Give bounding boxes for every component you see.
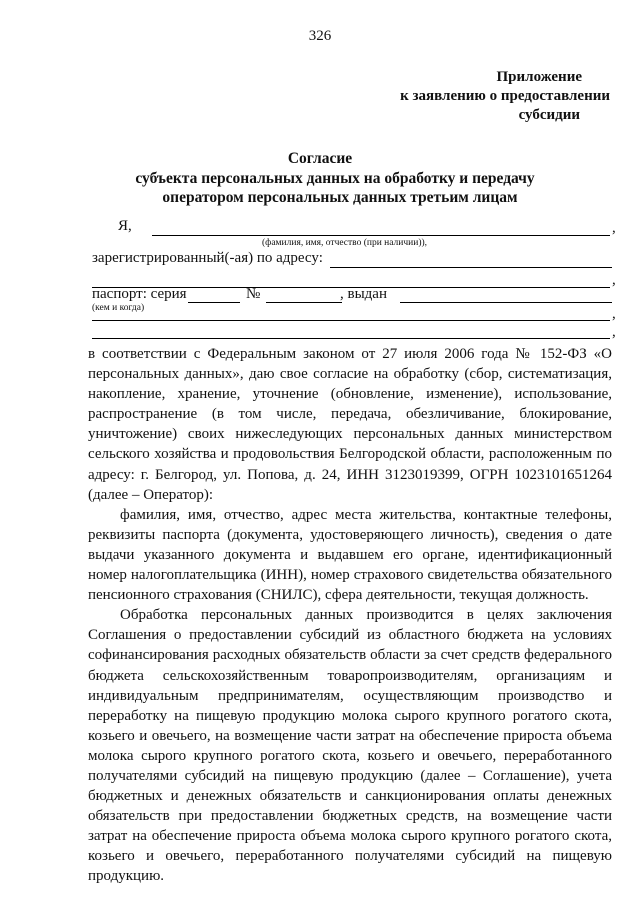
paragraph-purpose: Обработка персональных данных производится в целях заключения Соглашения о предоставлении субсидий из областного бюджета на условиях софинансирования расходных обязательств области за счет средств федерального бюджета сельскохозяйственным товаропроизводителям, организациям и индивидуальным предпринимателям, осуществляющим производство и переработку на пищевую продукцию молока сырого крупного рогатого скота, козьего и овечьего, на возмещение части затрат на обеспечение прироста объема молока сырого крупного рогатого скота, козьего и овечьего, переработанного получателями субсидий на пищевую продукцию (далее – Соглашение), учета бюджетных и денежных обязательств и санкционирования оплаты денежных обязательств при предоставлении бюджетных средств, на возмещение части затрат на обеспечение прироста объема молока сырого крупного рогатого скота, козьего и овечьего, переработанного получателями субсидий на пищевую продукцию. <box>88 607 612 885</box>
name-hint: (фамилия, имя, отчество (при наличии)), <box>262 238 428 248</box>
title-line-3: оператором персональных данных третьим лицам <box>162 189 518 206</box>
registered-label: зарегистрированный(-ая) по адресу: <box>92 250 323 266</box>
address-comma: , <box>612 272 616 288</box>
passport-issued-field[interactable] <box>400 302 612 303</box>
document-title <box>0 149 640 208</box>
passport-number-label: № <box>246 286 261 302</box>
name-comma: , <box>612 220 616 236</box>
issued-field-line-3[interactable] <box>92 338 610 339</box>
paragraph-legal-basis: в соответствии с Федеральным законом от 27 июля 2006 года № 152-ФЗ «О персональных данных», даю свое согласие на обработку (сбор, систематизация, накопление, хранение, уточнение (обновление, изменение), использование, распространение (в том числе, передача, обезличивание, блокирование, уничтожение) своих нижеследующих персональных данных министерством сельского хозяйства и продовольствия Белгородской области, расположенным по адресу: г. Белгород, ул. Попова, д. 24, ИНН 3123019399, ОГРН 1023101651264 (далее – Оператор): <box>88 346 612 503</box>
appendix-header <box>400 68 610 125</box>
issued-comma-1: , <box>612 306 616 322</box>
name-field-line[interactable] <box>152 235 610 236</box>
appendix-line-1: Приложение <box>496 69 582 85</box>
passport-issued-label: , выдан <box>340 286 387 302</box>
passport-series-label: паспорт: серия <box>92 286 187 302</box>
appendix-line-2: к заявлению о предоставлении <box>400 88 610 104</box>
passport-series-field[interactable] <box>188 302 240 303</box>
issued-comma-2: , <box>612 324 616 340</box>
page-number: 326 <box>308 28 332 44</box>
consent-body <box>88 344 612 887</box>
issued-field-line-2[interactable] <box>92 320 610 321</box>
title-line-2: субъекта персональных данных на обработку и передачу <box>135 169 535 187</box>
title-line-1: Согласие <box>287 150 353 167</box>
i-label: Я, <box>118 218 132 234</box>
appendix-line-3: субсидии <box>518 107 580 123</box>
address-field-line-1[interactable] <box>330 267 612 268</box>
paragraph-data-list: фамилия, имя, отчество, адрес места жительства, контактные телефоны, реквизиты паспорта (документа, удостоверяющего личность), сведения о дате выдачи указанного документа и выдавшем его органе, идентификационный номер налогоплательщика (ИНН), номер страхового свидетельства обязательного пенсионного страхования (СНИЛС), сфера деятельности, текущая должность. <box>88 506 612 604</box>
issued-hint: (кем и когда) <box>92 303 145 313</box>
passport-number-field[interactable] <box>266 302 342 303</box>
